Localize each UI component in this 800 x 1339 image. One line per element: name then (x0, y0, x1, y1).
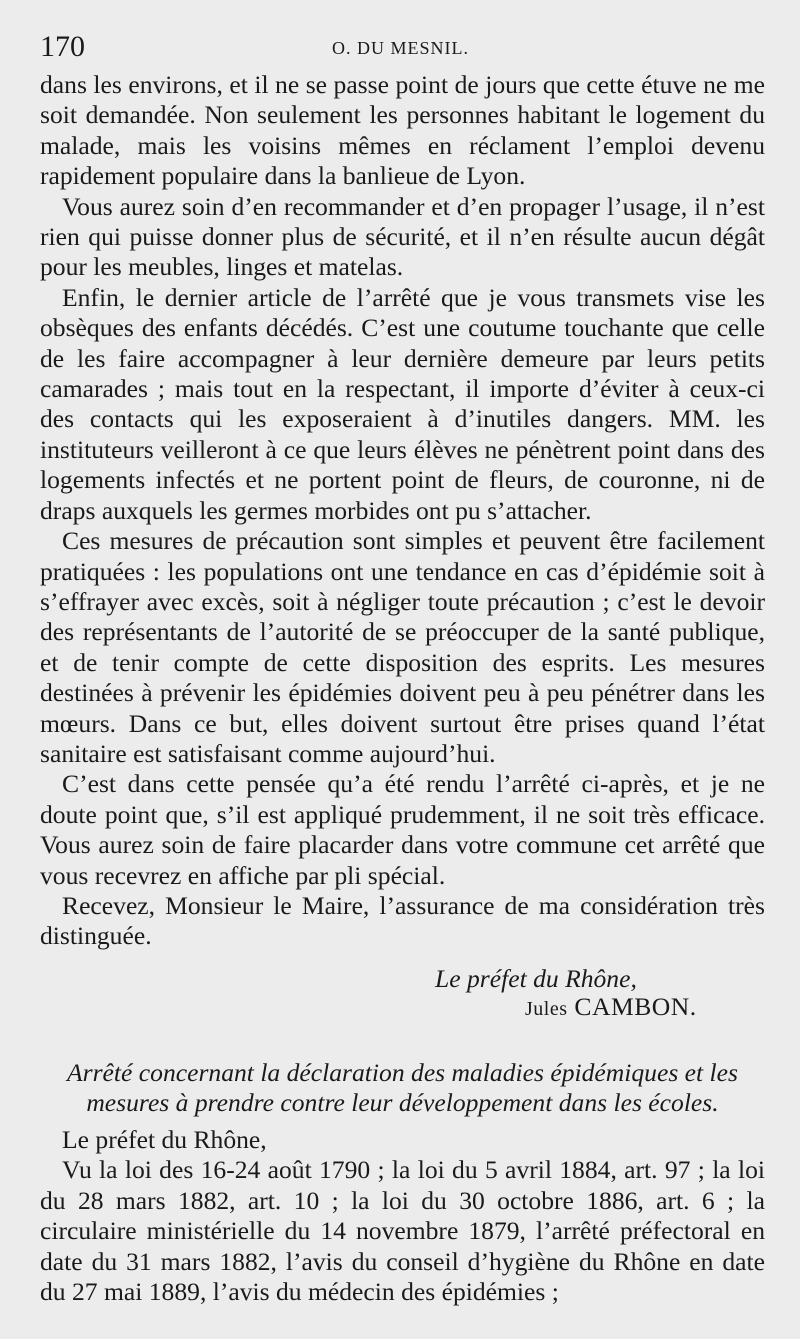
page-number: 170 (40, 30, 85, 63)
signature-first-name: Jules (525, 998, 568, 1020)
paragraph-3: Enfin, le dernier article de l’arrêté que je vous transmets vise les obsèques des enfants décédés. C’est une coutume touchante que celle de les faire accompagner à leur dernière demeure par leurs petits camarades ; mais tout en la respectant, il importe d’éviter à ceux-ci des contacts qui les exposeraient à d’inutiles dangers. MM. les instituteurs veilleront à ce que leurs élèves ne pénètrent point dans des logements infectés et ne portent point de fleurs, de couronne, ni de draps auxquels les germes morbides ont pu s’attacher. (40, 282, 765, 525)
signature-name (525, 992, 760, 1024)
paragraph-5: C’est dans cette pensée qu’a été rendu l’arrêté ci-après, et je ne doute point que, s’il est appliqué prudemment, il ne soit très efficace. Vous aurez soin de faire placarder dans votre commune cet arrêté que vous recevrez en affiche par pli spécial. (40, 769, 765, 890)
page-header (40, 30, 780, 66)
decree-body (40, 1125, 765, 1307)
paragraph-2: Vous aurez soin d’en recommander et d’en propager l’usage, il n’est rien qui puisse donner plus de sécurité, et il n’en résulte aucun dégât pour les meubles, linges et matelas. (40, 191, 765, 282)
letter-body (40, 70, 765, 952)
signature-last-name: CAMBON. (574, 992, 697, 1021)
decree-considerations: Vu la loi des 16-24 août 1790 ; la loi du 5 avril 1884, art. 97 ; la loi du 28 mars 1882, art. 10 ; la loi du 30 octobre 1886, art. 6 ; la circulaire ministérielle du 14 novembre 1879, l’arrêté préfectoral en date du 31 mars 1882, l’avis du conseil d’hygiène du Rhône en date du 27 mai 1889, l’avis du médecin des épidémies ; (40, 1155, 765, 1307)
signature-title: Le préfet du Rhône, (435, 964, 637, 993)
paragraph-4: Ces mesures de précaution sont simples et peuvent être facilement pratiquées : les populations ont une tendance en cas d’épidémie soit à s’effrayer avec excès, soit à négliger toute précaution ; c’est le devoir des représentants de l’autorité de se préoccuper de la santé publique, et de tenir compte de cette disposition des esprits. Les mesures destinées à prévenir les épidémies doivent peu à peu pénétrer dans les mœurs. Dans ce but, elles doivent surtout être prises quand l’état sanitaire est satisfaisant comme aujourd’hui. (40, 526, 765, 768)
decree-title: Arrêté concernant la déclaration des maladies épidémiques et les mesures à prendre contre leur développement dans les écoles. (67, 1058, 738, 1117)
running-head: O. DU MESNIL. (332, 38, 469, 58)
decree-opening: Le préfet du Rhône, (62, 1125, 267, 1154)
paragraph-1: dans les environs, et il ne se passe point de jours que cette étuve ne me soit demandée. Non seulement les personnes habitant le logement du malade, mais les voisins mêmes en réclament l’emploi devenu rapidement populaire dans la banlieue de Lyon. (40, 70, 765, 191)
paragraph-6: Recevez, Monsieur le Maire, l’assurance de ma considération très distinguée. (40, 890, 765, 951)
